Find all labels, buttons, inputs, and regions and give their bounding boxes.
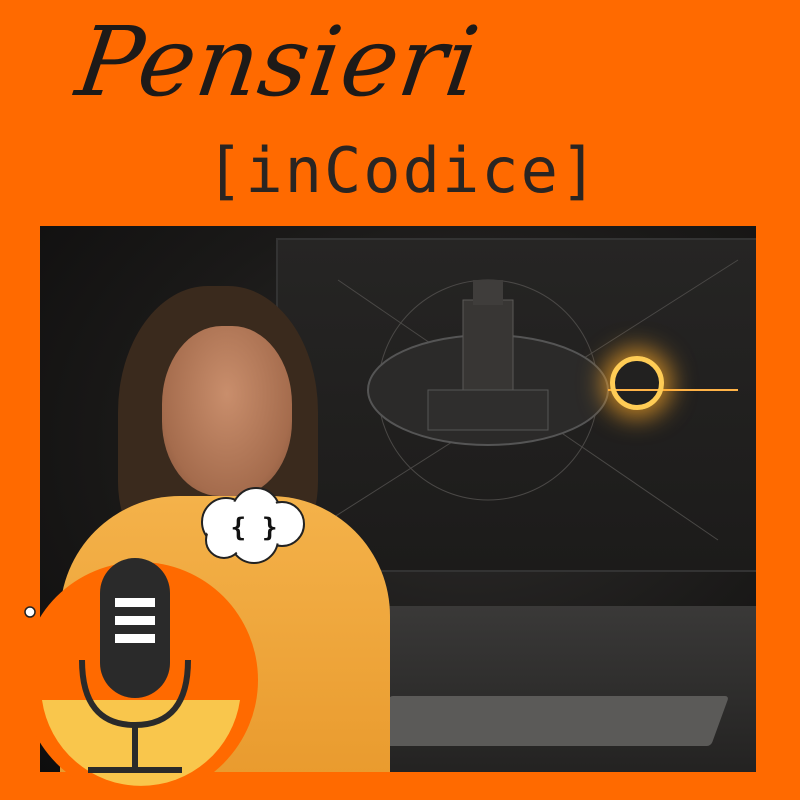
keyboard — [371, 696, 729, 746]
podcast-title: Pensieri — [70, 6, 487, 118]
person-face — [162, 326, 292, 496]
monitor — [276, 238, 756, 572]
spaceship-illustration — [278, 240, 756, 570]
glowing-ring — [610, 356, 664, 410]
microphone-badge — [20, 540, 290, 790]
curly-braces-text: { } — [230, 513, 278, 543]
podcast-subtitle: [inCodice] — [206, 134, 600, 207]
